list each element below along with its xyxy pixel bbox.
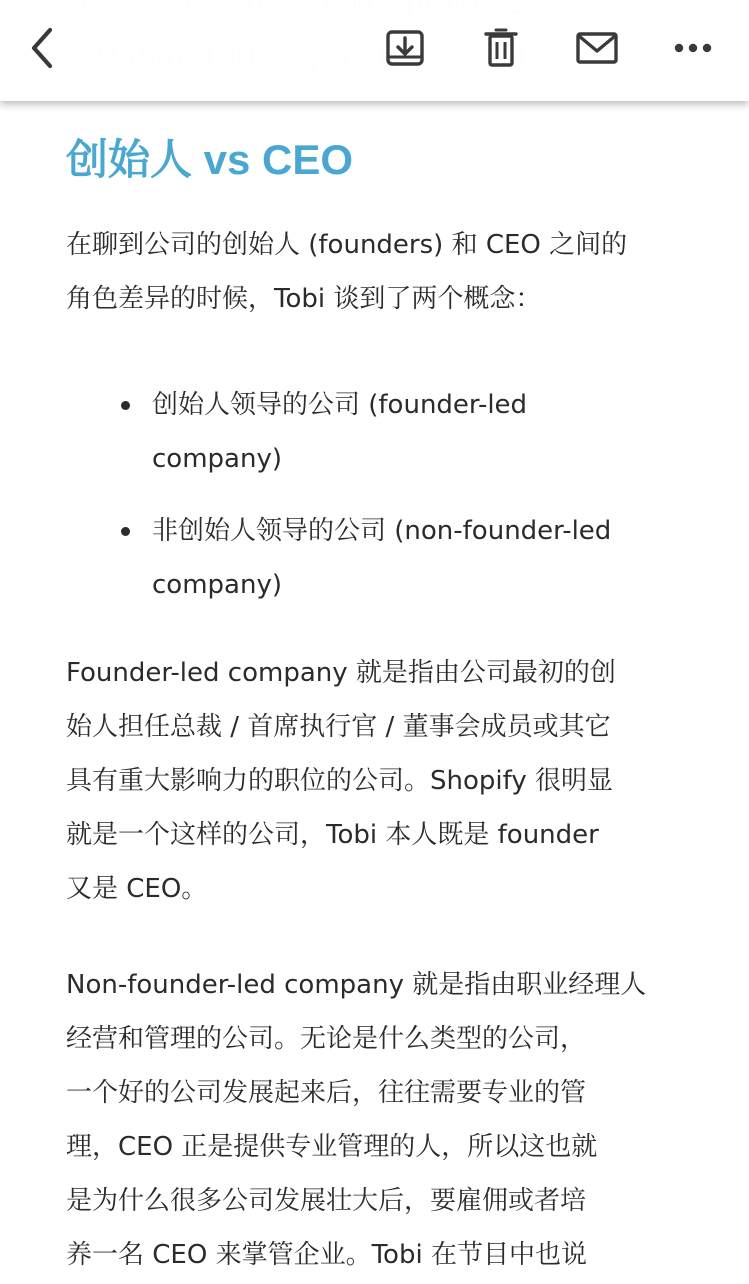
list-item-line: company) xyxy=(152,570,282,600)
top-toolbar xyxy=(0,0,749,101)
paragraph-line: Non-founder-led company 就是指由职业经理人 xyxy=(66,970,647,1000)
delete-button[interactable] xyxy=(475,22,527,74)
more-button[interactable] xyxy=(667,22,719,74)
paragraph-line: 经营和管理的公司。无论是什么类型的公司， xyxy=(66,1024,587,1054)
list-item-line: 创始人领导的公司 (founder-led xyxy=(152,390,528,420)
back-button[interactable] xyxy=(17,22,69,74)
non-founder-led-paragraph xyxy=(66,958,696,1282)
list-item xyxy=(66,504,696,612)
bullet-dot xyxy=(121,401,130,410)
section-heading: 创始人 vs CEO xyxy=(66,136,354,183)
paragraph-line: 在聊到公司的创始人 (founders) 和 CEO 之间的 xyxy=(66,230,628,260)
mail-button[interactable] xyxy=(571,22,623,74)
paragraph-line: 理，CEO 正是提供专业管理的人，所以这也就 xyxy=(66,1132,598,1162)
founder-led-paragraph xyxy=(66,646,696,916)
paragraph-line: 一个好的公司发展起来后，往往需要专业的管 xyxy=(66,1078,587,1108)
paragraph-line: 角色差异的时候，Tobi 谈到了两个概念： xyxy=(66,284,542,314)
envelope-icon xyxy=(575,31,619,65)
archive-button[interactable] xyxy=(379,22,431,74)
company-types-list xyxy=(66,378,696,612)
intro-paragraph xyxy=(66,218,696,326)
list-item-line: 非创始人领导的公司 (non-founder-led xyxy=(152,516,612,546)
paragraph-line: Founder-led company 就是指由公司最初的创 xyxy=(66,658,616,688)
paragraph-line: 就是一个这样的公司，Tobi 本人既是 founder xyxy=(66,820,599,850)
more-horizontal-icon xyxy=(673,42,713,54)
article-body xyxy=(66,128,696,1282)
trash-icon xyxy=(484,28,518,68)
paragraph-line: 是为什么很多公司发展壮大后，要雇佣或者培 xyxy=(66,1186,587,1216)
paragraph-line: 始人担任总裁 / 首席执行官 / 董事会成员或其它 xyxy=(66,712,611,742)
paragraph-line: 具有重大影响力的职位的公司。Shopify 很明显 xyxy=(66,766,613,796)
list-item xyxy=(66,378,696,486)
chevron-left-icon xyxy=(28,26,58,70)
list-item-line: company) xyxy=(152,444,282,474)
bullet-dot xyxy=(121,527,130,536)
paragraph-line: 又是 CEO。 xyxy=(66,874,208,904)
archive-download-icon xyxy=(385,28,425,68)
paragraph-line: 养一名 CEO 来掌管企业。Tobi 在节目中也说 xyxy=(66,1240,587,1270)
